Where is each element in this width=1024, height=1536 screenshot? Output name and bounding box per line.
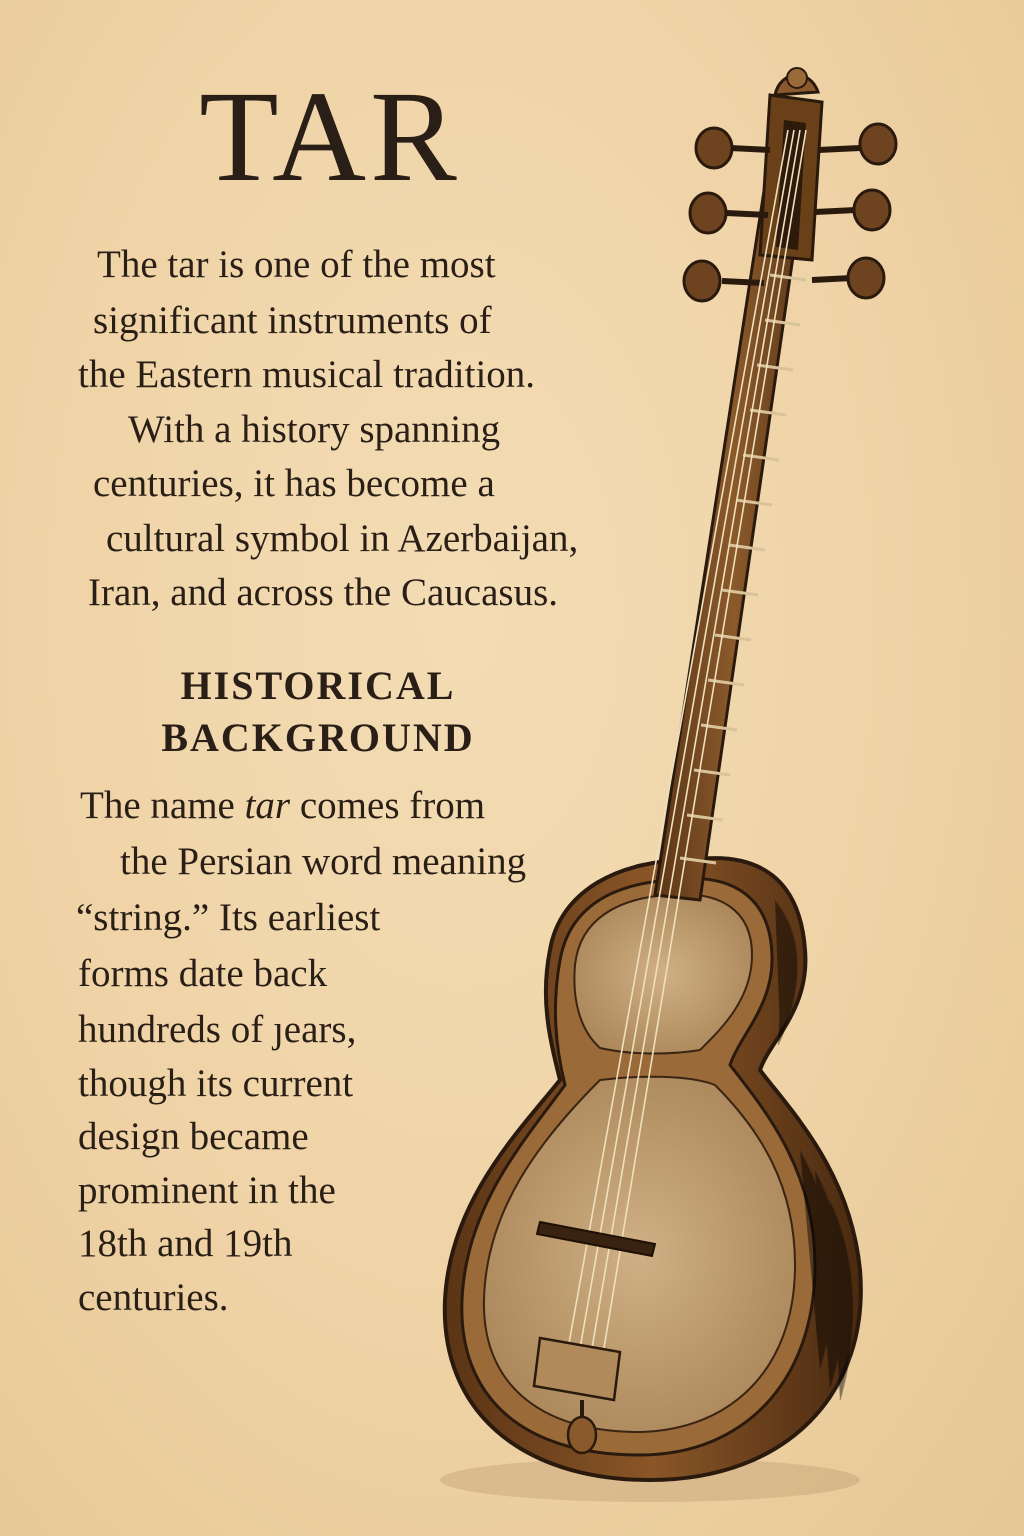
history-line: forms date back: [78, 952, 328, 995]
history-line: 18th and 19th: [78, 1222, 293, 1265]
history-line: The name tar comes from: [80, 784, 486, 827]
intro-line: significant instruments of: [93, 299, 492, 342]
intro-line: centuries, it has become a: [93, 462, 495, 505]
history-line: centuries.: [78, 1276, 229, 1319]
history-line: the Persian word meaning: [120, 840, 527, 883]
end-button: [568, 1417, 596, 1453]
tar-instrument-icon: [420, 40, 920, 1510]
history-line: prominent in the: [78, 1169, 336, 1212]
history-line: hundreds of ȷears,: [78, 1008, 357, 1051]
history-line: design became: [78, 1115, 309, 1158]
intro-line: Iran, and across the Caucasus.: [88, 571, 558, 614]
intro-line: The tar is one of the most: [97, 243, 496, 286]
intro-line: With a history spanning: [128, 408, 501, 451]
term-emphasis: tar: [244, 784, 291, 827]
section-heading: HISTORICAL: [180, 663, 456, 708]
history-line: “string.” Its earliest: [76, 896, 381, 939]
tuning-pegs-right: [812, 124, 896, 298]
intro-line: cultural symbol in Azerbaijan,: [106, 517, 579, 560]
history-line: though its current: [78, 1062, 354, 1105]
page-title: TAR: [199, 65, 461, 209]
section-heading: BACKGROUND: [161, 715, 475, 760]
intro-line: the Eastern musical tradition.: [78, 353, 536, 396]
headstock-finial: [787, 68, 807, 88]
